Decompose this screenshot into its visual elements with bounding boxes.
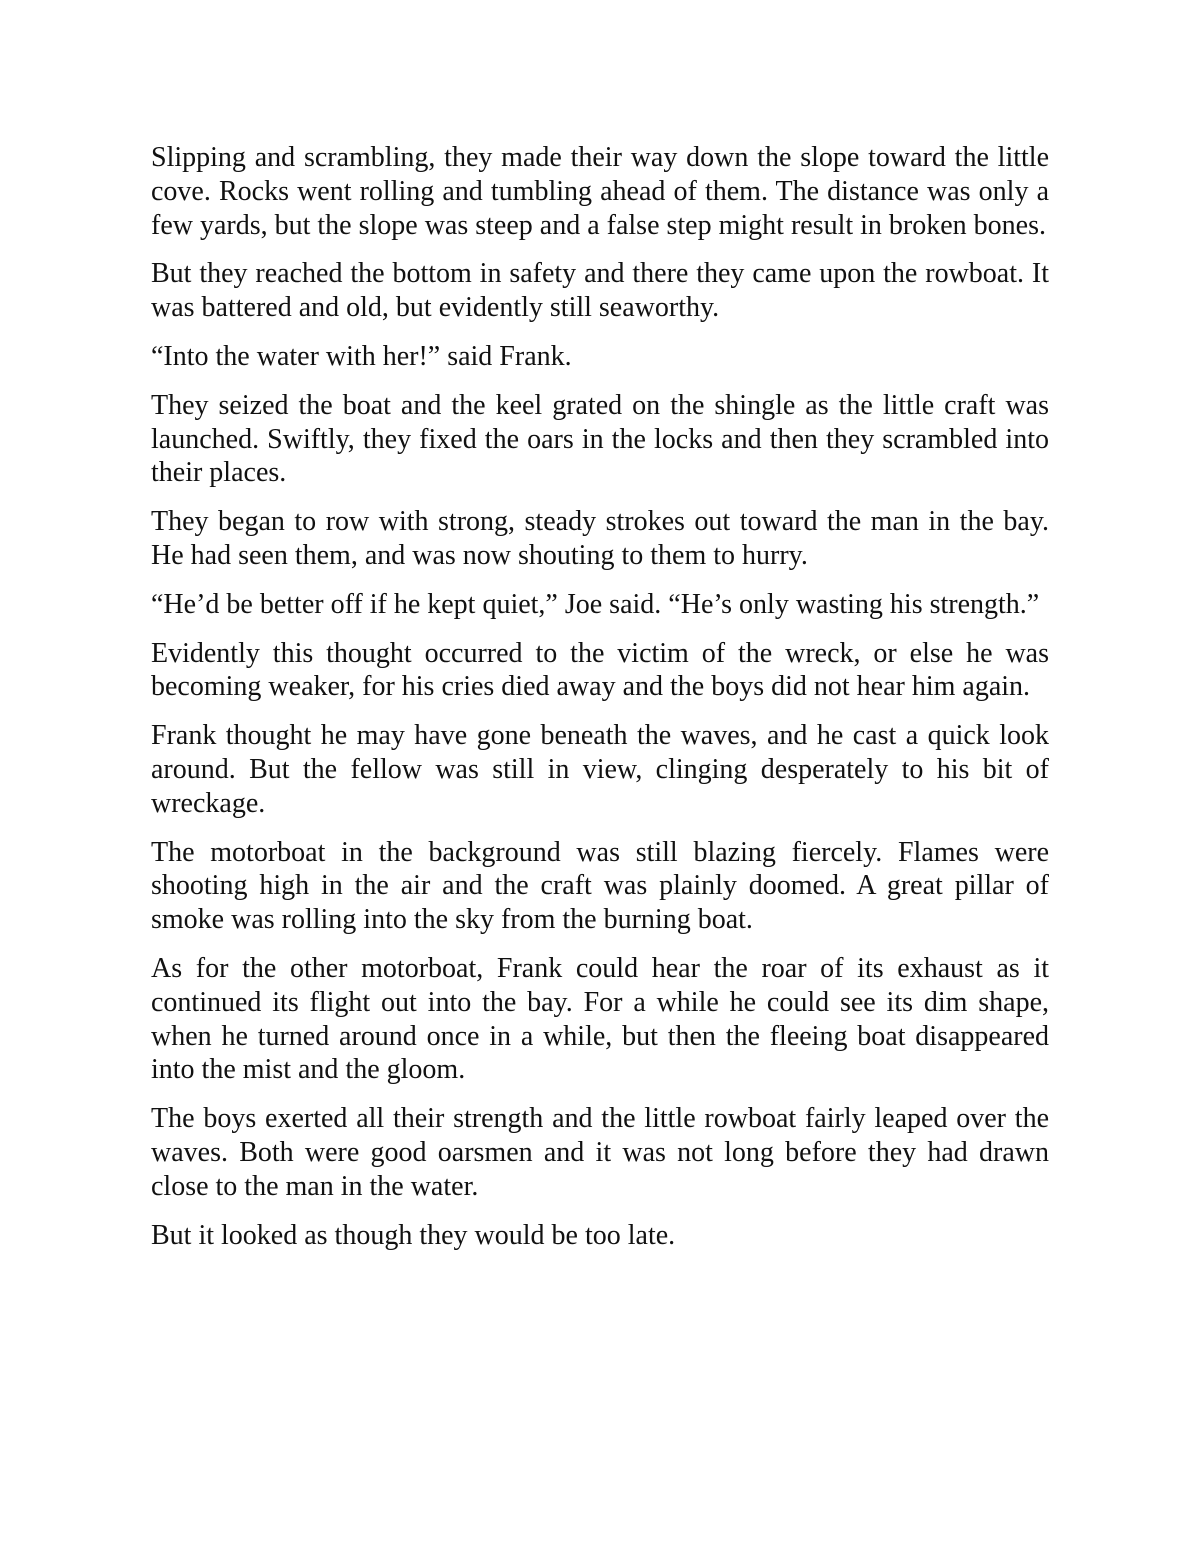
paragraph: As for the other motorboat, Frank could hear the roar of its exhaust as it continued its flight out into the bay. For a while he could see its dim shape, when he turned around once in a while, but then the fleeing boat disappeared into the mist and the gloom. (151, 952, 1049, 1086)
paragraph: “He’d be better off if he kept quiet,” Joe said. “He’s only wasting his strength.” (151, 588, 1040, 620)
document-page (151, 141, 1049, 1267)
paragraph: The motorboat in the background was still blazing fiercely. Flames were shooting high in the air and the craft was plainly doomed. A great pillar of smoke was rolling into the sky from the burning boat. (151, 836, 1049, 936)
paragraph: But it looked as though they would be too late. (151, 1219, 676, 1251)
paragraph: Evidently this thought occurred to the victim of the wreck, or else he was becoming weaker, for his cries died away and the boys did not hear him again. (151, 637, 1049, 703)
paragraph: But they reached the bottom in safety and there they came upon the rowboat. It was battered and old, but evidently still seaworthy. (151, 258, 1049, 324)
paragraph: Frank thought he may have gone beneath the waves, and he cast a quick look around. But the fellow was still in view, clinging desperately to his bit of wreckage. (151, 720, 1049, 819)
paragraph: “Into the water with her!” said Frank. (151, 340, 572, 372)
paragraph: They seized the boat and the keel grated on the shingle as the little craft was launched. Swiftly, they fixed the oars in the locks and then they scrambled into their places. (151, 389, 1049, 489)
paragraph: The boys exerted all their strength and the little rowboat fairly leaped over the waves. Both were good oarsmen and it was not long before they had drawn close to the man in the water. (151, 1103, 1049, 1202)
paragraph: Slipping and scrambling, they made their way down the slope toward the little cove. Rocks went rolling and tumbling ahead of them. The distance was only a few yards, but the slope was steep and a false step might result in broken bones. (151, 142, 1049, 241)
paragraph: They began to row with strong, steady strokes out toward the man in the bay. He had seen them, and was now shouting to them to hurry. (151, 506, 1049, 571)
